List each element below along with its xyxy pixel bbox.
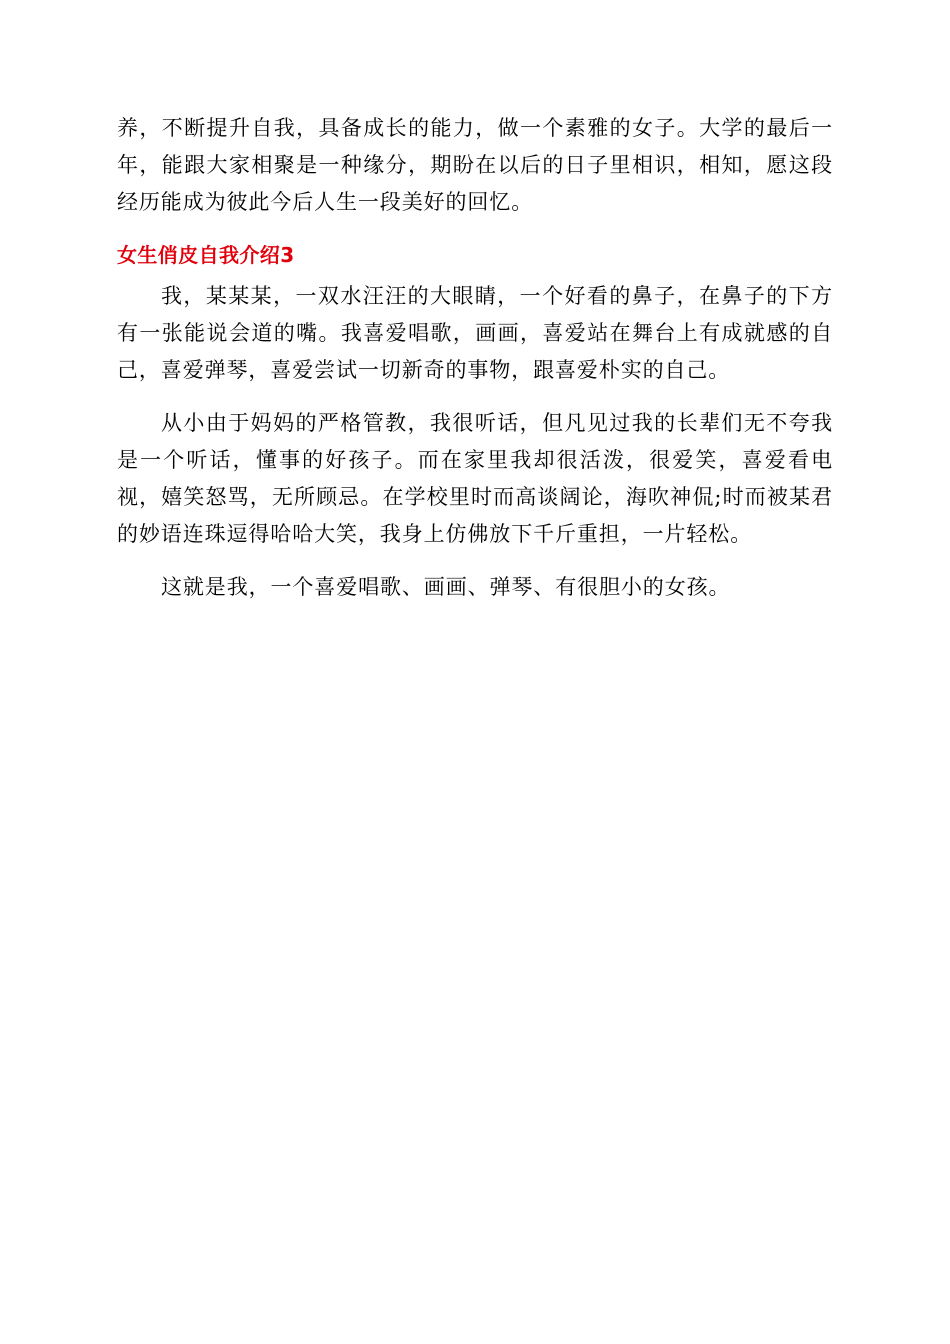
paragraph-childhood: 从小由于妈妈的严格管教，我很听话，但凡见过我的长辈们无不夸我是一个听话，懂事的好孩子。而在家里我却很活泼，很爱笑，喜爱看电视，嬉笑怒骂，无所顾忌。在学校里时而高谈阔论，海吹神侃;时而被某君的妙语连珠逗得哈哈大笑，我身上仿佛放下千斤重担，一片轻松。 [117, 411, 833, 546]
paragraph-conclusion: 这就是我，一个喜爱唱歌、画画、弹琴、有很胆小的女孩。 [161, 575, 731, 599]
paragraph-self-intro: 我，某某某，一双水汪汪的大眼睛，一个好看的鼻子，在鼻子的下方有一张能说会道的嘴。我喜爱唱歌，画画，喜爱站在舞台上有成就感的自己，喜爱弹琴，喜爱尝试一切新奇的事物，跟喜爱朴实的自己。 [117, 284, 833, 382]
document-body [117, 110, 833, 622]
section-heading: 女生俏皮自我介绍3 [117, 243, 295, 267]
paragraph-continuation: 养，不断提升自我，具备成长的能力，做一个素雅的女子。大学的最后一年，能跟大家相聚是一种缘分，期盼在以后的日子里相识，相知，愿这段经历能成为彼此今后人生一段美好的回忆。 [117, 116, 833, 214]
